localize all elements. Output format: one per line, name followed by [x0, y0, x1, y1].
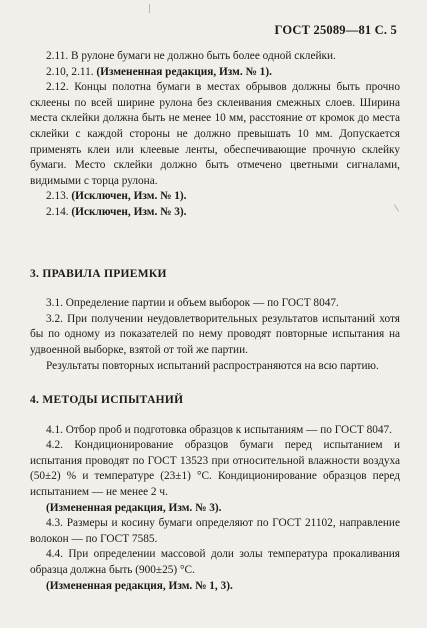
document-body [30, 49, 400, 594]
paragraph-2-10-2-11 [30, 65, 400, 81]
paragraph-2-11: 2.11. В рулоне бумаги не должно быть более одной склейки. [46, 50, 336, 62]
paragraph-2-12: 2.12. Концы полотна бумаги в местах обрывов должны быть прочно склеены по всей ширине рулона без склеивания смежных слоев. Ширина места склейки должна быть не менее 10 мм, расстояние от кромок до места склейки с каждой стороны не должно превышать 10 мм. Допускается применять клеи или клеевые ленты, обеспечивающие прочную склейку бумаги. Место склейки должно быть отмечено цветными сигналами, видимыми с торца рулона. [30, 81, 400, 187]
amendment-note-4-4: (Измененная редакция, Изм. № 1, 3). [46, 579, 233, 592]
amendment-note: (Исключен, Изм. № 3). [71, 205, 187, 218]
amendment-note: (Исключен, Изм. № 1). [71, 190, 187, 203]
paragraph-2-13 [30, 189, 400, 205]
paragraph-3-2: 3.2. При получении неудовлетворительных результатов испытаний хотя бы по одному из показателей по нему проводят повторные испытания на удвоенной выборке, взятой от той же партии. [30, 312, 400, 356]
amendment-note: (Измененная редакция, Изм. № 1). [96, 65, 272, 78]
paragraph-4-3: 4.3. Размеры и косину бумаги определяют по ГОСТ 21102, направление волокон — по ГОСТ 7585. [30, 517, 400, 545]
paragraph-2-14 [30, 205, 400, 221]
paragraph-4-1: 4.1. Отбор проб и подготовка образцов к испытаниям — по ГОСТ 8047. [46, 423, 393, 436]
paragraph-3-results: Результаты повторных испытаний распространяются на всю партию. [46, 359, 379, 372]
clause-number: 2.10, 2.11. [46, 65, 97, 78]
paragraph-4-2: 4.2. Кондиционирование образцов бумаги перед испытанием и испытания проводят по ГОСТ 13523 при относительной влажности воздуха (50±2) % и температуре (23±1) °С. Кондиционирование образцов перед испытанием — не менее 2 ч. [30, 439, 400, 499]
clause-number: 2.13. [46, 190, 72, 203]
page-header: ГОСТ 25089—81 С. 5 [274, 23, 397, 37]
section-title-4: 4. МЕТОДЫ ИСПЫТАНИЙ [30, 394, 184, 407]
section-title-3: 3. ПРАВИЛА ПРИЕМКИ [30, 267, 167, 280]
clause-number: 2.14. [46, 205, 72, 218]
scan-mark [149, 4, 150, 13]
paragraph-3-1: 3.1. Определение партии и объем выборок — по ГОСТ 8047. [46, 297, 339, 310]
amendment-note-4-2: (Измененная редакция, Изм. № 3). [46, 501, 222, 514]
paragraph-4-4: 4.4. При определении массовой доли золы температура прокаливания образца должна быть (900±25) °С. [30, 548, 400, 577]
